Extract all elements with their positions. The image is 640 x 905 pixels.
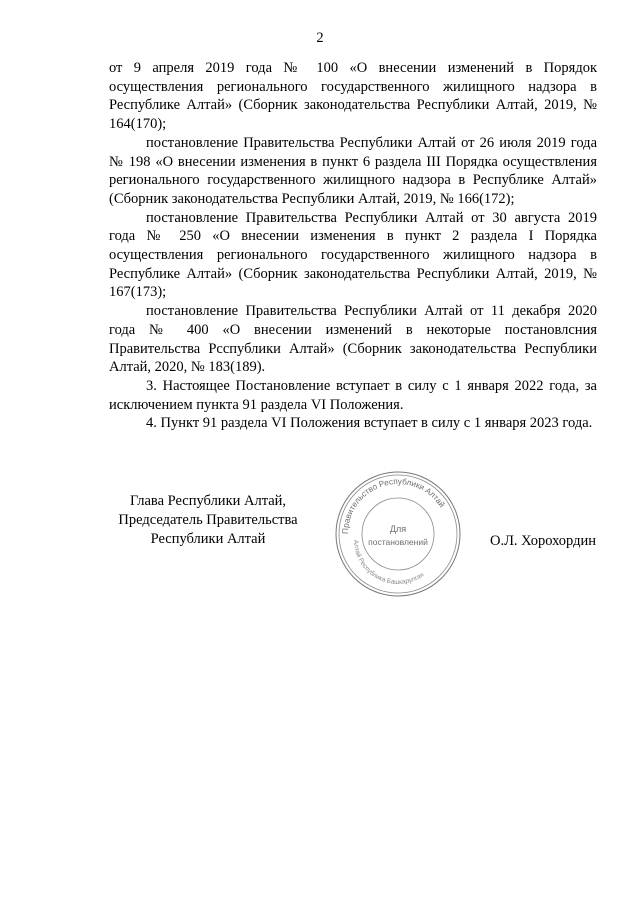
- signer-title-line: Глава Республики Алтай,: [129, 493, 287, 509]
- seal-center-text: постановлений: [368, 537, 428, 547]
- signer-title-line: Председатель Правительства: [118, 512, 298, 528]
- page-number: 2: [316, 30, 324, 46]
- seal-outer-text: Правительство Республики Алтай: [340, 476, 447, 535]
- paragraph: постановление Правительства Республики Алтай от 11 декабря 2020 года № 400 «О внесении изменений в некоторые постановлсния Правительства Рсспублики Алтай» (Сборник законодательства Республики Алтай, 2020, № 183(189).: [109, 303, 597, 376]
- official-seal-stamp: [334, 470, 462, 598]
- seal-bottom-text: Алтай Республика Башкарулган: [351, 539, 426, 587]
- paragraph: 4. Пункт 91 раздела VI Положения вступает в силу с 1 января 2023 года.: [146, 415, 593, 432]
- paragraph: постановление Правительства Республики Алтай от 30 августа 2019 года № 250 «О внесении изменения в пункт 2 раздела I Порядка осуществления регионального государственного жилищного надзора в Республике Алтай» (Сборник законодательства Республики Алтай, 2019, № 167(173);: [109, 209, 597, 301]
- body-text: [109, 59, 597, 433]
- paragraph: постановление Правительства Республики Алтай от 26 июля 2019 года № 198 «О внесении изменения в пункт 6 раздела III Порядка осуществления регионального государственного жилищного надзора в Республике Алтай» (Сборник законодательства Республики Алтай, 2019, № 166(172);: [109, 134, 597, 207]
- paragraph: от 9 апреля 2019 года № 100 «О внесении изменений в Порядок осуществления регионального государственного жилищного надзора в Республике Алтай» (Сборник законодательства Республики Алтай, 2019, № 164(170);: [109, 60, 597, 133]
- signer-title-line: Республики Алтай: [150, 531, 266, 547]
- signer-title: [108, 492, 308, 549]
- paragraph: 3. Настоящее Постановление вступает в силу с 1 января 2022 года, за исключением пункта 91 раздела VI Положения.: [109, 377, 597, 413]
- signer-name: О.Л. Хорохордин: [489, 533, 596, 549]
- seal-center-text: Для: [389, 524, 407, 534]
